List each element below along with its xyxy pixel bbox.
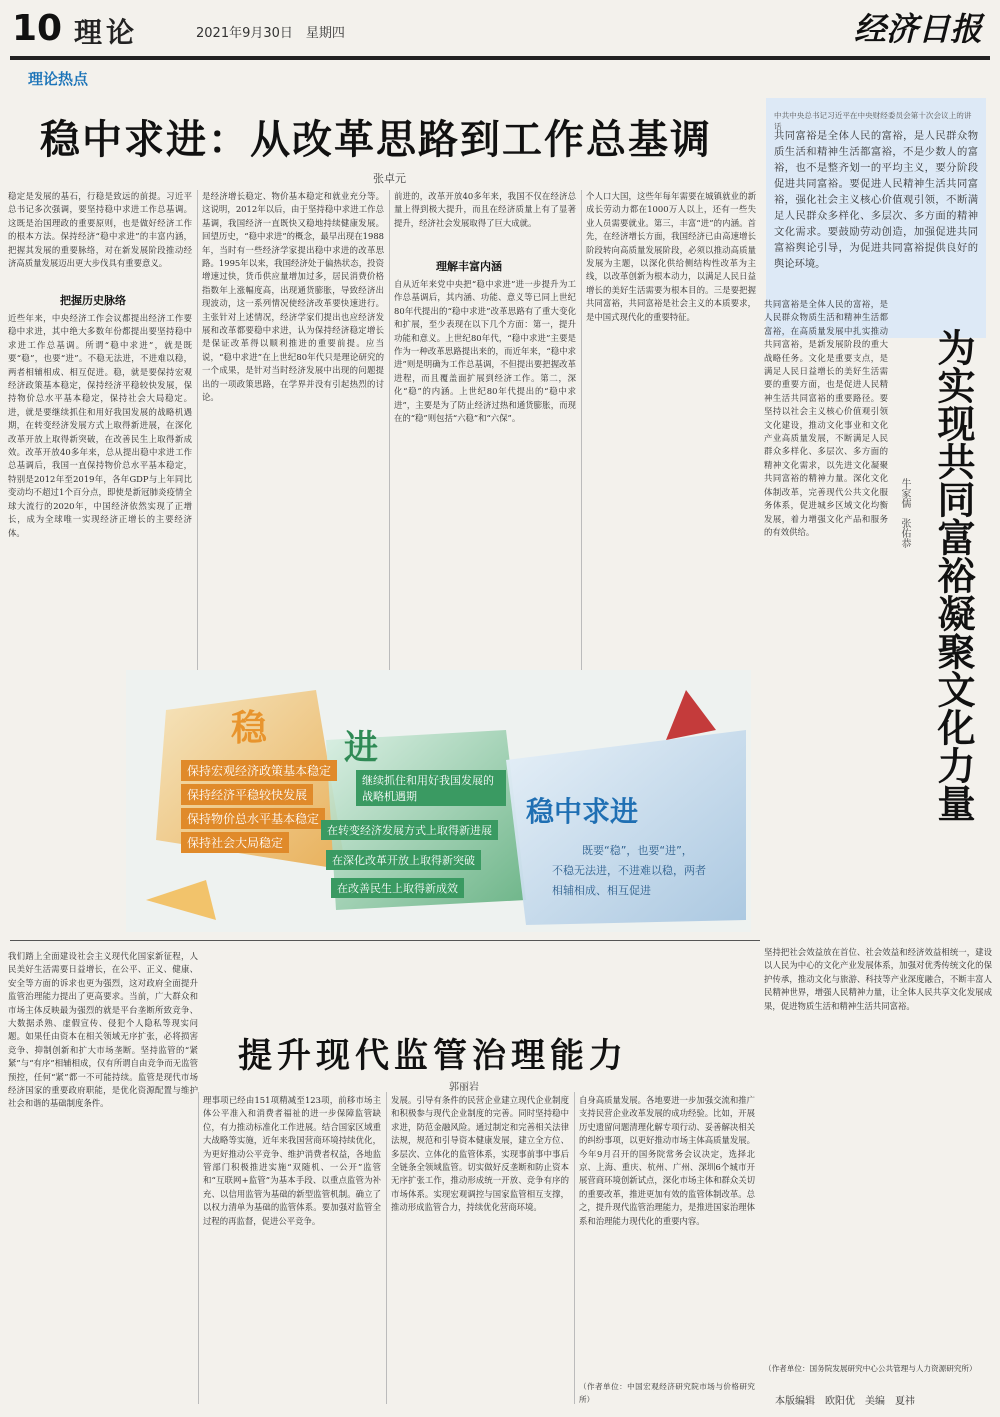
article-2-col-4: 自身高质量发展。各地要进一步加强交流和推广支持民营企业改革发展的成功经验。比如，开展历史遗留问题清理化解专项行动、妥善解决相关的纠纷事项，以更好推动市场主体高质量发展。今年9月召开的国务院常务会议决定，选择北京、上海、重庆、杭州、广州、深圳6个城市开展营商环境创新试点，深化市场主体和群众关切的重要改革，推进更加有效的监管体制改革。总之，提升现代监管治理能力，是推进国家治理体系和治理能力现代化的重要内容。 (579, 1095, 755, 1226)
section-tag: 理论热点 (28, 70, 89, 88)
article-2-author-note: （作者单位：中国宏观经济研究院市场与价格研究所） (579, 1382, 755, 1405)
article-1-intro: 稳定是发展的基石，行稳是致远的前提。习近平总书记多次强调，要坚持稳中求进工作总基调。这既是治国理政的重要原则，也是做好经济工作的根本方法。保持经济“稳中求进”的丰富内涵，把握其发展的重要脉络，对在新发展阶段推动经济高质量发展迈出更大步伐具有重要意义。 (8, 191, 192, 269)
stability-item: 保持物价总水平基本稳定 (181, 808, 325, 829)
sidebar-title: 为实现共同富裕凝聚文化力量 (931, 328, 976, 822)
progress-item: 在改善民生上取得新成效 (331, 878, 464, 898)
summary-title: 稳中求进 (526, 795, 639, 828)
sidebar-body-2: 坚持把社会效益放在首位、社会效益和经济效益相统一，建设以人民为中心的文化产业发展体系，加强对优秀传统文化的保护传承，推动文化与旅游、科技等产业深度融合，不断丰富人民精神世界，增强人民精神力量，让全体人民共享文化发展成果，促进物质生活和精神生活共同富裕。 (764, 947, 992, 1011)
progress-item: 在深化改革开放上取得新突破 (326, 850, 481, 870)
article-1-col-3: 前进的，改革开放40多年来，我国不仅在经济总量上得到极大提升，而且在经济质量上有了显著提升，经济社会发展取得了巨大成就。 (394, 191, 576, 228)
article-1-subhead-2: 理解丰富内涵 (436, 260, 502, 273)
masthead-rule (10, 56, 990, 60)
sidebar-author: 牛家儒 张佑恭 (899, 478, 910, 548)
page-date: 2021年9月30日 星期四 (196, 26, 345, 41)
article-1-col-3b: 自从近年来党中央把“稳中求进”进一步提升为工作总基调后，其内涵、功能、意义等已同上世纪80年代提出的“稳中求进”改革思路有了重大变化和扩展，至少表现在以下几个方面：第一，提升功能和意义。上世纪80年代，“稳中求进”主要是作为一种改革思路提出来的，而近年来，“稳中求进”则是明确为工作总基调，不但提出要把握改革进程，而且覆盖面扩展到经济工作。第二，深化“稳”的内涵。上世纪80年代提出的“稳中求进”，主要是为了防止经济过热和通货膨胀，而现在的“稳”则包括“六稳”和“六保”。 (394, 279, 576, 424)
summary-line: 不稳无法进，不进难以稳，两者 (552, 864, 706, 877)
article-2-author: 郭丽岩 (449, 1082, 479, 1093)
article-1-col-2: 是经济增长稳定、物价基本稳定和就业充分等。这说明，2012年以后，由于坚持稳中求进工作总基调，我国经济一直既快又稳地持续健康发展。回望历史，“稳中求进”的概念，最早出现在1988年，当时有一些经济学家提出稳中求进的改革思路。1995年以来，我国经济处于偏热状态，投资增速过快，货币供应量增加过多，居民消费价格指数年上涨幅度高，出现通货膨胀，导致经济出现波动，这一系列情况使经济改革要快速进行。主张针对上述情况，经济学家们提出也应经济发展和改革都要稳中求进，认为保持经济稳定增长是保证改革得以顺利推进的重要前提。应当说，“稳中求进”在上世纪80年代只是理论研究的一个成果，是针对当时经济发展中出现的问题提出的一项政策思路，在学界并没有引起热烈的讨论。 (202, 191, 384, 403)
progress-title: 进 (344, 728, 378, 768)
article-1-col-4: 个人口大国，这些年每年需要在城镇就业的新成长劳动力都在1000万人以上，还有一些失业人员需要就业。第三，丰富“进”的内涵。首先，在经济增长方面，我国经济已由高速增长阶段转向高质量发展阶段，必须以推动高质量发展为主题，以深化供给侧结构性改革为主线，以改革创新为根本动力，以满足人民日益增长的美好生活需要为根本目的。三是要把握共同富裕，共同富裕是社会主义的本质要求，是中国式现代化的重要特征。 (586, 191, 756, 322)
stability-progress-graphic (126, 670, 751, 932)
page-number: 10 (12, 8, 63, 49)
column-divider (386, 1092, 387, 1404)
summary-line: 相辅相成、相互促进 (552, 884, 651, 897)
section-divider (10, 940, 760, 941)
sidebar-body: 共同富裕是全体人民的富裕，是人民群众物质生活和精神生活都富裕，在高质量发展中扎实推动共同富裕，是新发展阶段的重大战略任务。文化是重要支点，是满足人民日益增长的美好生活需要的重要方面，也是促进人民精神生活共同富裕的重要路径。要坚持以社会主义核心价值观引领文化建设，推动文化事业和文化产业高质量发展，不断满足人民群众多样化、多层次、多方面的精神文化需求，以先进文化凝聚共同富裕的精神力量。深化文化体制改革，完善现代公共文化服务体系，促进城乡区域文化均衡发展，着力增强文化产品和服务的有效供给。 (764, 299, 888, 537)
stability-item: 保持宏观经济政策基本稳定 (181, 760, 337, 781)
article-2-col-1: 我们踏上全面建设社会主义现代化国家新征程，人民美好生活需要日益增长，在公平、正义、健康、安全等方面的诉求也更为强烈，这对政府全面提升监管治理能力提出了更高要求。当前，广大群众和市场主体反映最为强烈的就是平台垄断所致竞争、大数据杀熟、虚假宣传、侵犯个人隐私等现实问题。如果任由资本在相关领域无序扩张，必将损害竞争、抑制创新和扩大市场垄断。坚持监管的“紧紧”与“有序”相辅相成，仅有所谓自由竞争而无监管预控，任何“紧”都一不可能持续。监管是现代市场经济国家的重要政府职能，是优化资源配置与维护社会和谐的基础制度条件。 (8, 951, 198, 1109)
stability-item: 保持经济平稳较快发展 (181, 784, 313, 805)
quote-source: 中共中央总书记习近平在中央财经委员会第十次会议上的讲话 (774, 111, 972, 131)
summary-line: 既要“稳”，也要“进”， (582, 844, 693, 857)
progress-item: 在转变经济发展方式上取得新进展 (321, 820, 498, 840)
article-2-title: 提升现代监管治理能力 (238, 1036, 628, 1076)
column-divider (581, 190, 582, 730)
sidebar-author-note: （作者单位：国务院发展研究中心公共管理与人力资源研究所） (764, 1364, 977, 1373)
article-2-col-3: 发展。引导有条件的民营企业建立现代企业制度和积极参与现代企业制度的完善。同时坚持稳中求进，防范金融风险。通过制定和完善相关法律法规，规范和引导资本健康发展，建立全方位、多层次、立体化的监管体系，实现事前事中事后全链条全领域监管。切实做好反垄断和防止资本无序扩张工作，推动形成统一开放、竞争有序的市场体系。实现宏观调控与国家监管相互支撑，推动形成监管合力，持续优化营商环境。 (391, 1095, 569, 1213)
quote-text: 共同富裕是全体人民的富裕，是人民群众物质生活和精神生活都富裕，不是少数人的富裕，也不是整齐划一的平均主义，要分阶段促进共同富裕。要促进人民精神生活共同富裕，强化社会主义核心价值观引领，不断满足人民群众多样化、多层次、多方面的精神文化需求。要鼓励劳动创造，加强促进共同富裕舆论引导，为促进共同富裕提供良好的舆论环境。 (774, 130, 978, 270)
page-section: 理论 (74, 16, 139, 49)
paper-logo: 经济日报 (853, 10, 982, 48)
article-1-title: 稳中求进：从改革思路到工作总基调 (40, 116, 712, 163)
column-divider (574, 1092, 575, 1404)
article-1-subhead-1: 把握历史脉络 (60, 294, 126, 307)
column-divider (197, 190, 198, 680)
article-1-author: 张卓元 (373, 172, 406, 185)
masthead (0, 0, 1000, 62)
column-divider (198, 1092, 199, 1404)
progress-item: 继续抓住和用好我国发展的战略机遇期 (356, 770, 506, 806)
article-1-col-1: 近些年来，中央经济工作会议都提出经济工作要稳中求进，其中绝大多数年份都提出要坚持稳中求进工作总基调。所谓“稳中求进”，就是既要“稳”，也要“进”。不稳无法进，不进难以稳，两者相辅相成、相互促进。稳，就是要保持宏观经济政策基本稳定，保持经济平稳较快发展，保持物价总水平基本稳定，保持社会大局稳定。进，就是要继续抓住和用好我国发展的战略机遇期，在转变经济发展方式上取得新进展，在深化改革开放上取得新突破，在改善民生上取得新成效。改革开放40多年来，总从提出稳中求进工作总基调后，我国一直保持物价总水平基本稳定，特别是2012年至2019年，各年GDP与上年同比变动均不超过1个百分点，即使是新冠肺炎疫情全球大流行的2020年，中国经济依然实现了正增长，成为全球唯一实现经济正增长的主要经济体。 (8, 313, 192, 538)
article-2-col-2: 理事项已经由151项精减至123项，前移市场主体公平准入和消费者福祉的进一步保障监管缺位，有力推动标准化工作进展。结合国家区域重大战略等实施，近年来我国营商环境持续优化，为更好推动公平竞争、维护消费者权益，各地监管部门积极推进实施“双随机、一公开”监管和“互联网+监管”为基本手段、以重点监管为补充、以信用监管为基础的新型监管机制。确立了以权力清单为基础的监管体系。要加强对监管全过程的再监督，促进公平竞争。 (203, 1095, 381, 1226)
page-credit: 本版编辑 欧阳优 美编 夏祎 (775, 1396, 915, 1407)
stability-title: 稳 (231, 707, 268, 749)
column-divider (389, 190, 390, 670)
stability-item: 保持社会大局稳定 (181, 832, 289, 853)
